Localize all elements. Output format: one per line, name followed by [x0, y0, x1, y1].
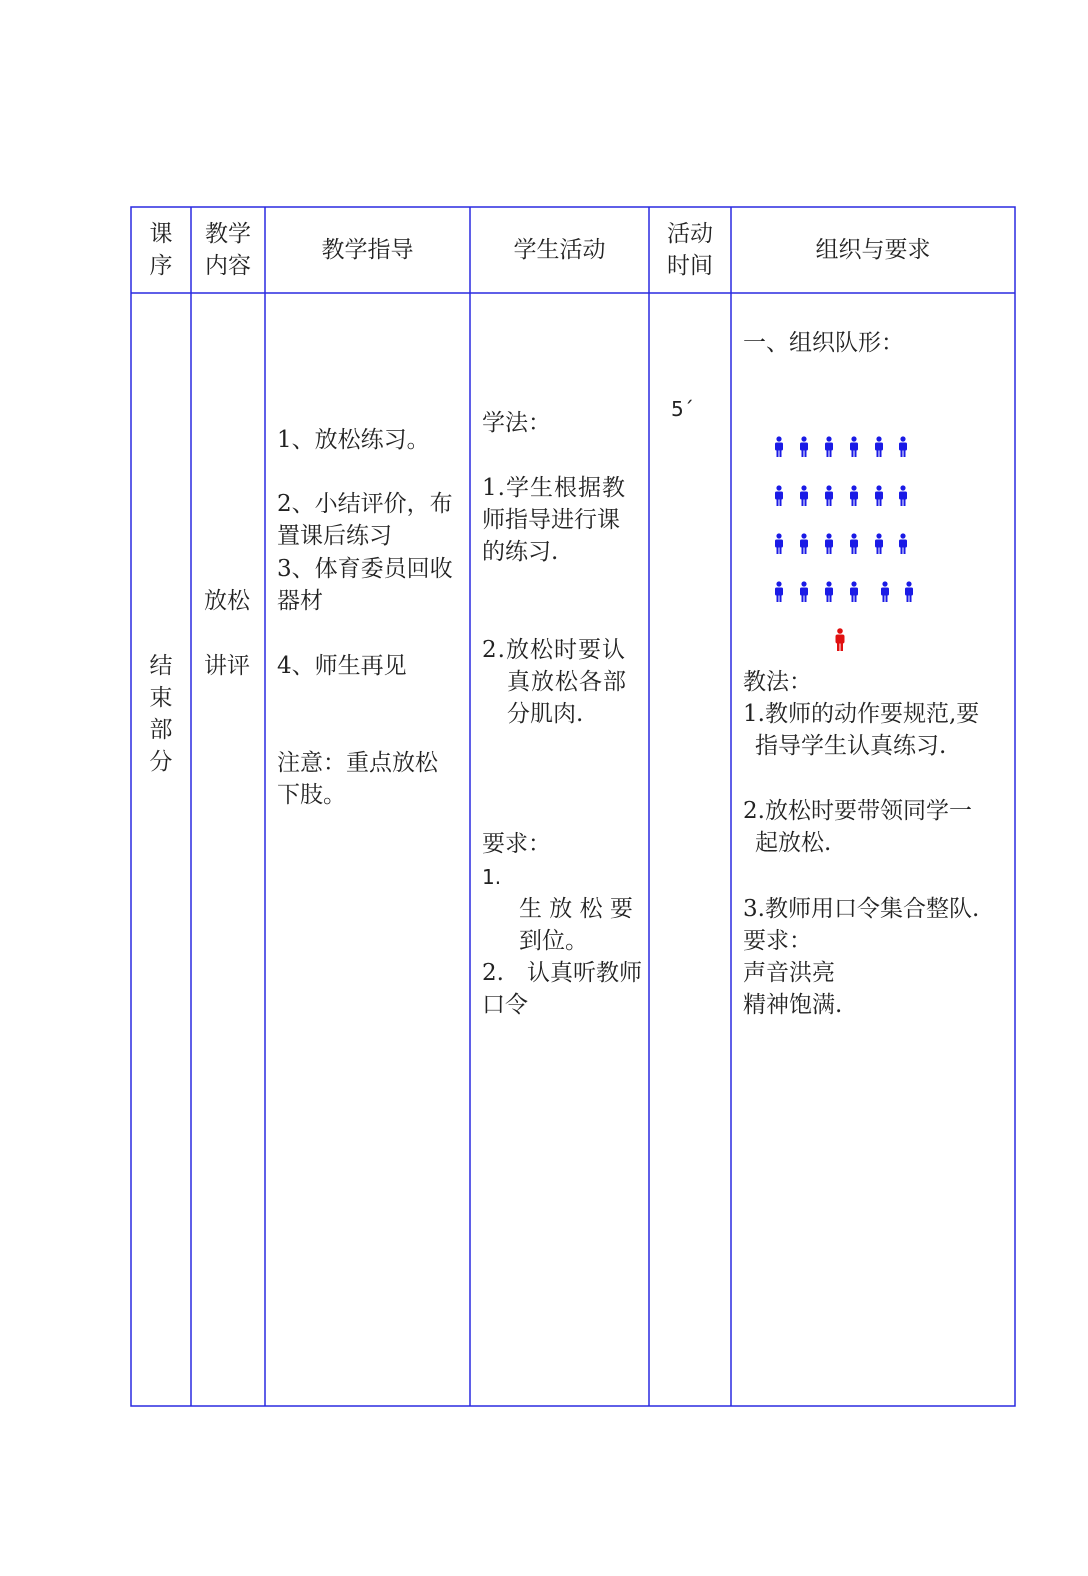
student-person-icon	[848, 436, 860, 458]
guidance-item-2b: 置课后练习	[277, 523, 392, 549]
org-req-2: 精神饱满.	[743, 992, 843, 1018]
header-col-content-1: 教学	[205, 221, 251, 247]
student-method-2b: 真放松各部	[507, 669, 627, 695]
student-method-title: 学法：	[482, 410, 551, 436]
header-col-time-2: 时间	[667, 253, 713, 279]
guidance-item-4: 4、师生再见	[277, 653, 407, 679]
student-person-icon	[798, 581, 810, 603]
guidance-item-1: 1、放松练习。	[277, 427, 430, 453]
student-method-1a: 1.学生根据教	[482, 475, 626, 501]
activity-time-value: 5´	[671, 397, 694, 421]
student-method-2c: 分肌肉.	[507, 701, 584, 727]
org-teach-3: 3.教师用口令集合整队.	[743, 896, 980, 922]
student-person-icon	[798, 436, 810, 458]
student-person-icon	[773, 436, 785, 458]
header-col-guidance: 教学指导	[321, 237, 414, 263]
student-person-icon	[823, 581, 835, 603]
guidance-item-3b: 器材	[277, 588, 323, 614]
student-req-1a: 生 放 松 要	[519, 896, 633, 922]
guidance-note-b: 下肢。	[277, 782, 346, 808]
student-person-icon	[879, 581, 891, 603]
org-formation-title: 一、组织队形：	[743, 330, 904, 356]
student-person-icon	[873, 533, 885, 555]
org-teach-1b: 指导学生认真练习.	[755, 733, 947, 759]
guidance-item-2a: 2、小结评价，布	[277, 491, 453, 517]
student-person-icon	[773, 533, 785, 555]
student-person-icon	[903, 581, 915, 603]
student-person-icon	[873, 436, 885, 458]
section-char-1: 结	[149, 653, 173, 679]
student-req-title: 要求：	[482, 831, 551, 857]
student-method-1c: 的练习.	[482, 539, 559, 565]
header-col-order-1: 课	[149, 221, 173, 247]
student-person-icon	[773, 485, 785, 507]
org-teach-title: 教法：	[743, 669, 812, 695]
student-person-icon	[823, 436, 835, 458]
student-person-icon	[848, 533, 860, 555]
section-char-3: 部	[149, 717, 173, 743]
student-person-icon	[798, 533, 810, 555]
student-req-1b: 到位。	[519, 928, 588, 954]
section-char-4: 分	[149, 749, 173, 775]
header-col-order-2: 序	[149, 253, 173, 279]
guidance-item-3a: 3、体育委员回收	[277, 556, 453, 582]
student-person-icon	[773, 581, 785, 603]
header-col-time-1: 活动	[667, 221, 713, 247]
student-person-icon	[823, 533, 835, 555]
teacher-person-icon	[834, 628, 846, 652]
student-person-icon	[823, 485, 835, 507]
org-teach-2b: 起放松.	[755, 830, 832, 856]
student-person-icon	[897, 485, 909, 507]
guidance-note-a: 注意：重点放松	[277, 750, 438, 776]
header-col-student: 学生活动	[513, 237, 606, 263]
section-char-2: 束	[149, 685, 173, 711]
student-req-1-num: 1.	[482, 865, 502, 889]
header-col-organization: 组织与要求	[815, 237, 931, 263]
content-relax: 放松	[204, 588, 250, 614]
student-method-2a: 2.放松时要认	[482, 637, 626, 663]
org-req-1: 声音洪亮	[743, 960, 835, 986]
student-method-1b: 师指导进行课	[482, 507, 620, 533]
student-person-icon	[873, 485, 885, 507]
org-req-title: 要求：	[743, 928, 812, 954]
student-person-icon	[798, 485, 810, 507]
student-req-2a: 2. 认真听教师	[482, 960, 642, 986]
org-teach-2a: 2.放松时要带领同学一	[743, 798, 972, 824]
student-person-icon	[897, 436, 909, 458]
student-person-icon	[897, 533, 909, 555]
content-review: 讲评	[204, 653, 250, 679]
student-req-2b: 口令	[482, 992, 528, 1018]
student-person-icon	[848, 581, 860, 603]
header-col-content-2: 内容	[205, 253, 251, 279]
student-person-icon	[848, 485, 860, 507]
org-teach-1a: 1.教师的动作要规范,要	[743, 701, 980, 727]
